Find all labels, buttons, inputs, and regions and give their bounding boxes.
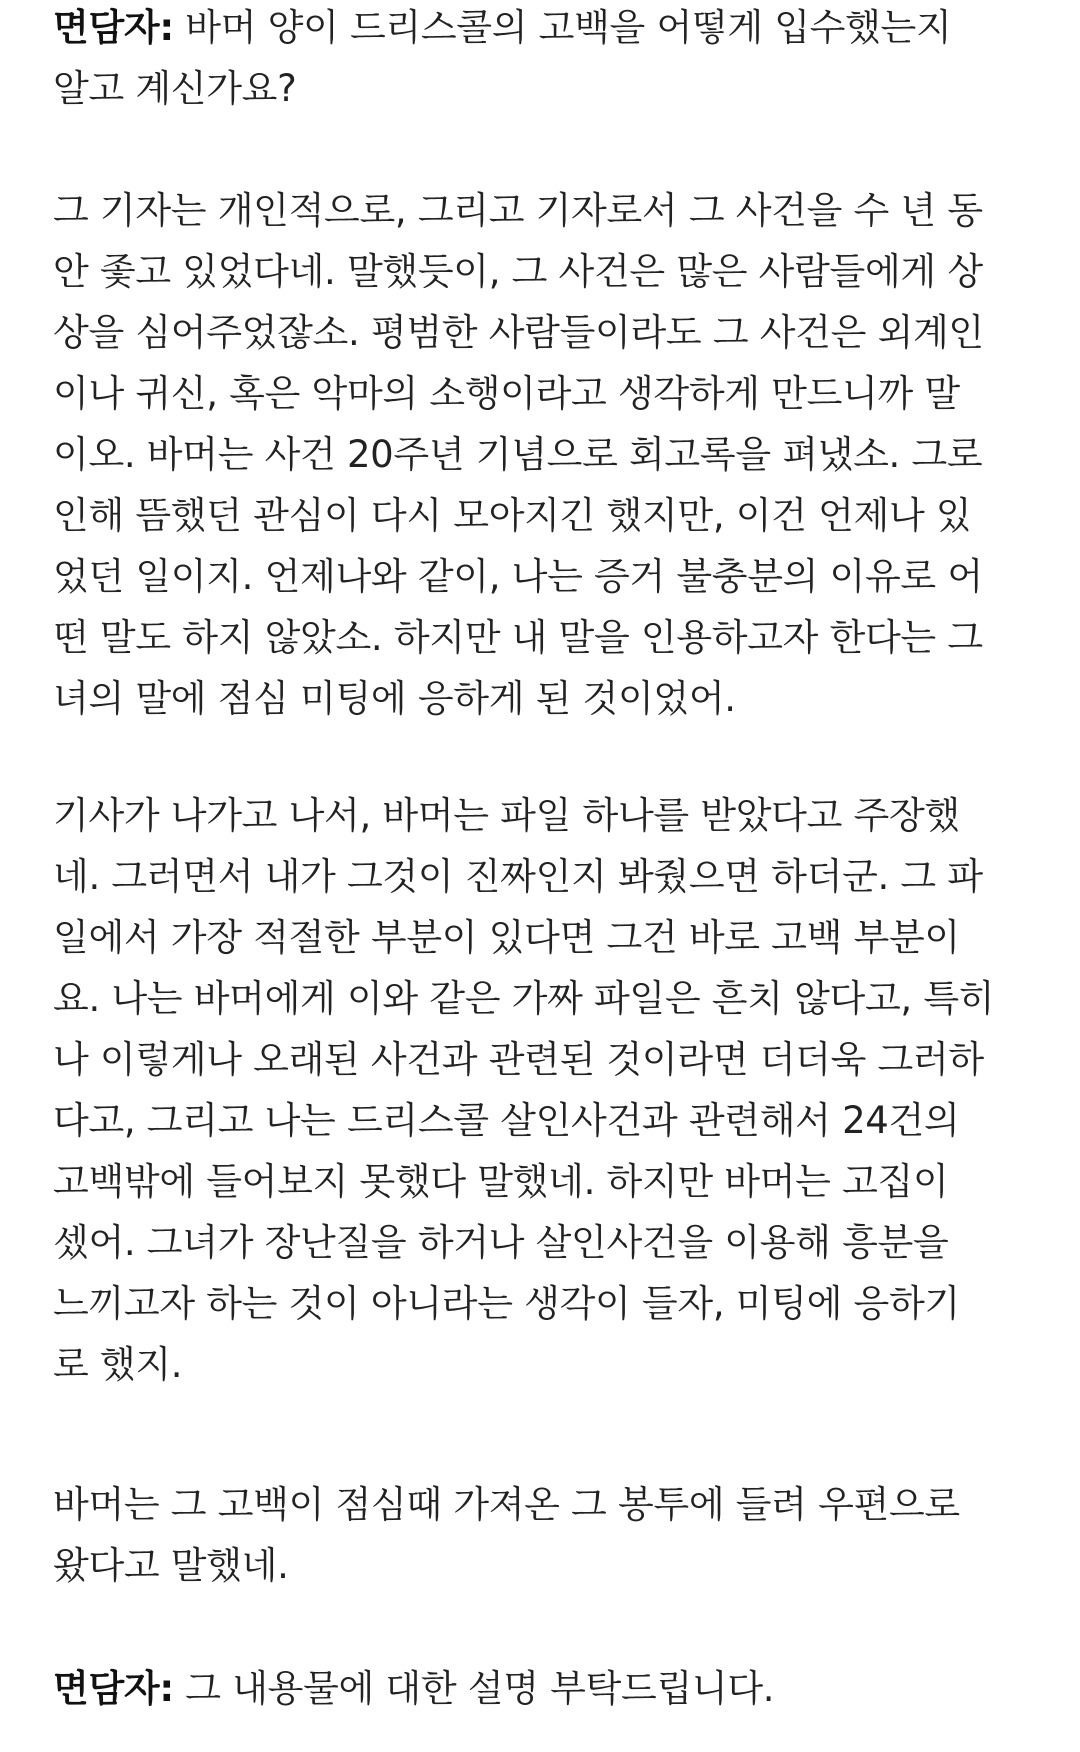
answer-paragraph-2 xyxy=(53,785,1033,1395)
text-line: 인해 뜸했던 관심이 다시 모아지긴 했지만, 이건 언제나 있 xyxy=(53,494,972,537)
text-line: 그 기자는 개인적으로, 그리고 기자로서 그 사건을 수 년 동 xyxy=(53,189,983,232)
text-line: 녀의 말에 점심 미팅에 응하게 된 것이었어. xyxy=(53,677,736,720)
text-line: 나 이렇게나 오래된 사건과 관련된 것이라면 더더욱 그러하 xyxy=(53,1038,984,1081)
text-line: 요. 나는 바머에게 이와 같은 가짜 파일은 흔치 않다고, 특히 xyxy=(53,977,995,1020)
text-line: 떤 말도 하지 않았소. 하지만 내 말을 인용하고자 한다는 그 xyxy=(53,616,983,659)
text-line: 느끼고자 하는 것이 아니라는 생각이 들자, 미팅에 응하기 xyxy=(53,1282,960,1325)
line-text: 그 내용물에 대한 설명 부탁드립니다. xyxy=(173,1667,775,1710)
text-line: 었던 일이지. 언제나와 같이, 나는 증거 불충분의 이유로 어 xyxy=(53,555,983,598)
speaker-label: 면담자: xyxy=(53,1667,174,1710)
answer-paragraph-1 xyxy=(53,180,1033,729)
text-line: 왔다고 말했네. xyxy=(53,1544,289,1587)
text-line: 이오. 바머는 사건 20주년 기념으로 회고록을 펴냈소. 그로 xyxy=(53,433,983,476)
text-line: 셌어. 그녀가 장난질을 하거나 살인사건을 이용해 흥분을 xyxy=(53,1221,949,1264)
text-line: 일에서 가장 적절한 부분이 있다면 그건 바로 고백 부분이 xyxy=(53,916,960,959)
text-line: 고백밖에 들어보지 못했다 말했네. 하지만 바머는 고집이 xyxy=(53,1160,949,1203)
text-line xyxy=(53,1658,1033,1719)
answer-paragraph-3 xyxy=(53,1474,1033,1596)
text-line: 알고 계신가요? xyxy=(53,67,297,110)
line-text: 바머 양이 드리스콜의 고백을 어떻게 입수했는지 xyxy=(173,6,952,49)
interviewer-question-2 xyxy=(53,1658,1033,1719)
text-line: 기사가 나가고 나서, 바머는 파일 하나를 받았다고 주장했 xyxy=(53,794,960,837)
text-line: 안 좇고 있었다네. 말했듯이, 그 사건은 많은 사람들에게 상 xyxy=(53,250,983,293)
text-line: 네. 그러면서 내가 그것이 진짜인지 봐줬으면 하더군. 그 파 xyxy=(53,855,983,898)
text-line: 로 했지. xyxy=(53,1343,183,1386)
speaker-label: 면담자: xyxy=(53,6,174,49)
interviewer-question-1 xyxy=(53,0,1033,119)
text-line xyxy=(53,0,1033,58)
text-line: 이나 귀신, 혹은 악마의 소행이라고 생각하게 만드니까 말 xyxy=(53,372,960,415)
text-line: 바머는 그 고백이 점심때 가져온 그 봉투에 들려 우편으로 xyxy=(53,1483,960,1526)
text-line: 다고, 그리고 나는 드리스콜 살인사건과 관련해서 24건의 xyxy=(53,1099,960,1142)
text-line: 상을 심어주었잖소. 평범한 사람들이라도 그 사건은 외계인 xyxy=(53,311,984,354)
